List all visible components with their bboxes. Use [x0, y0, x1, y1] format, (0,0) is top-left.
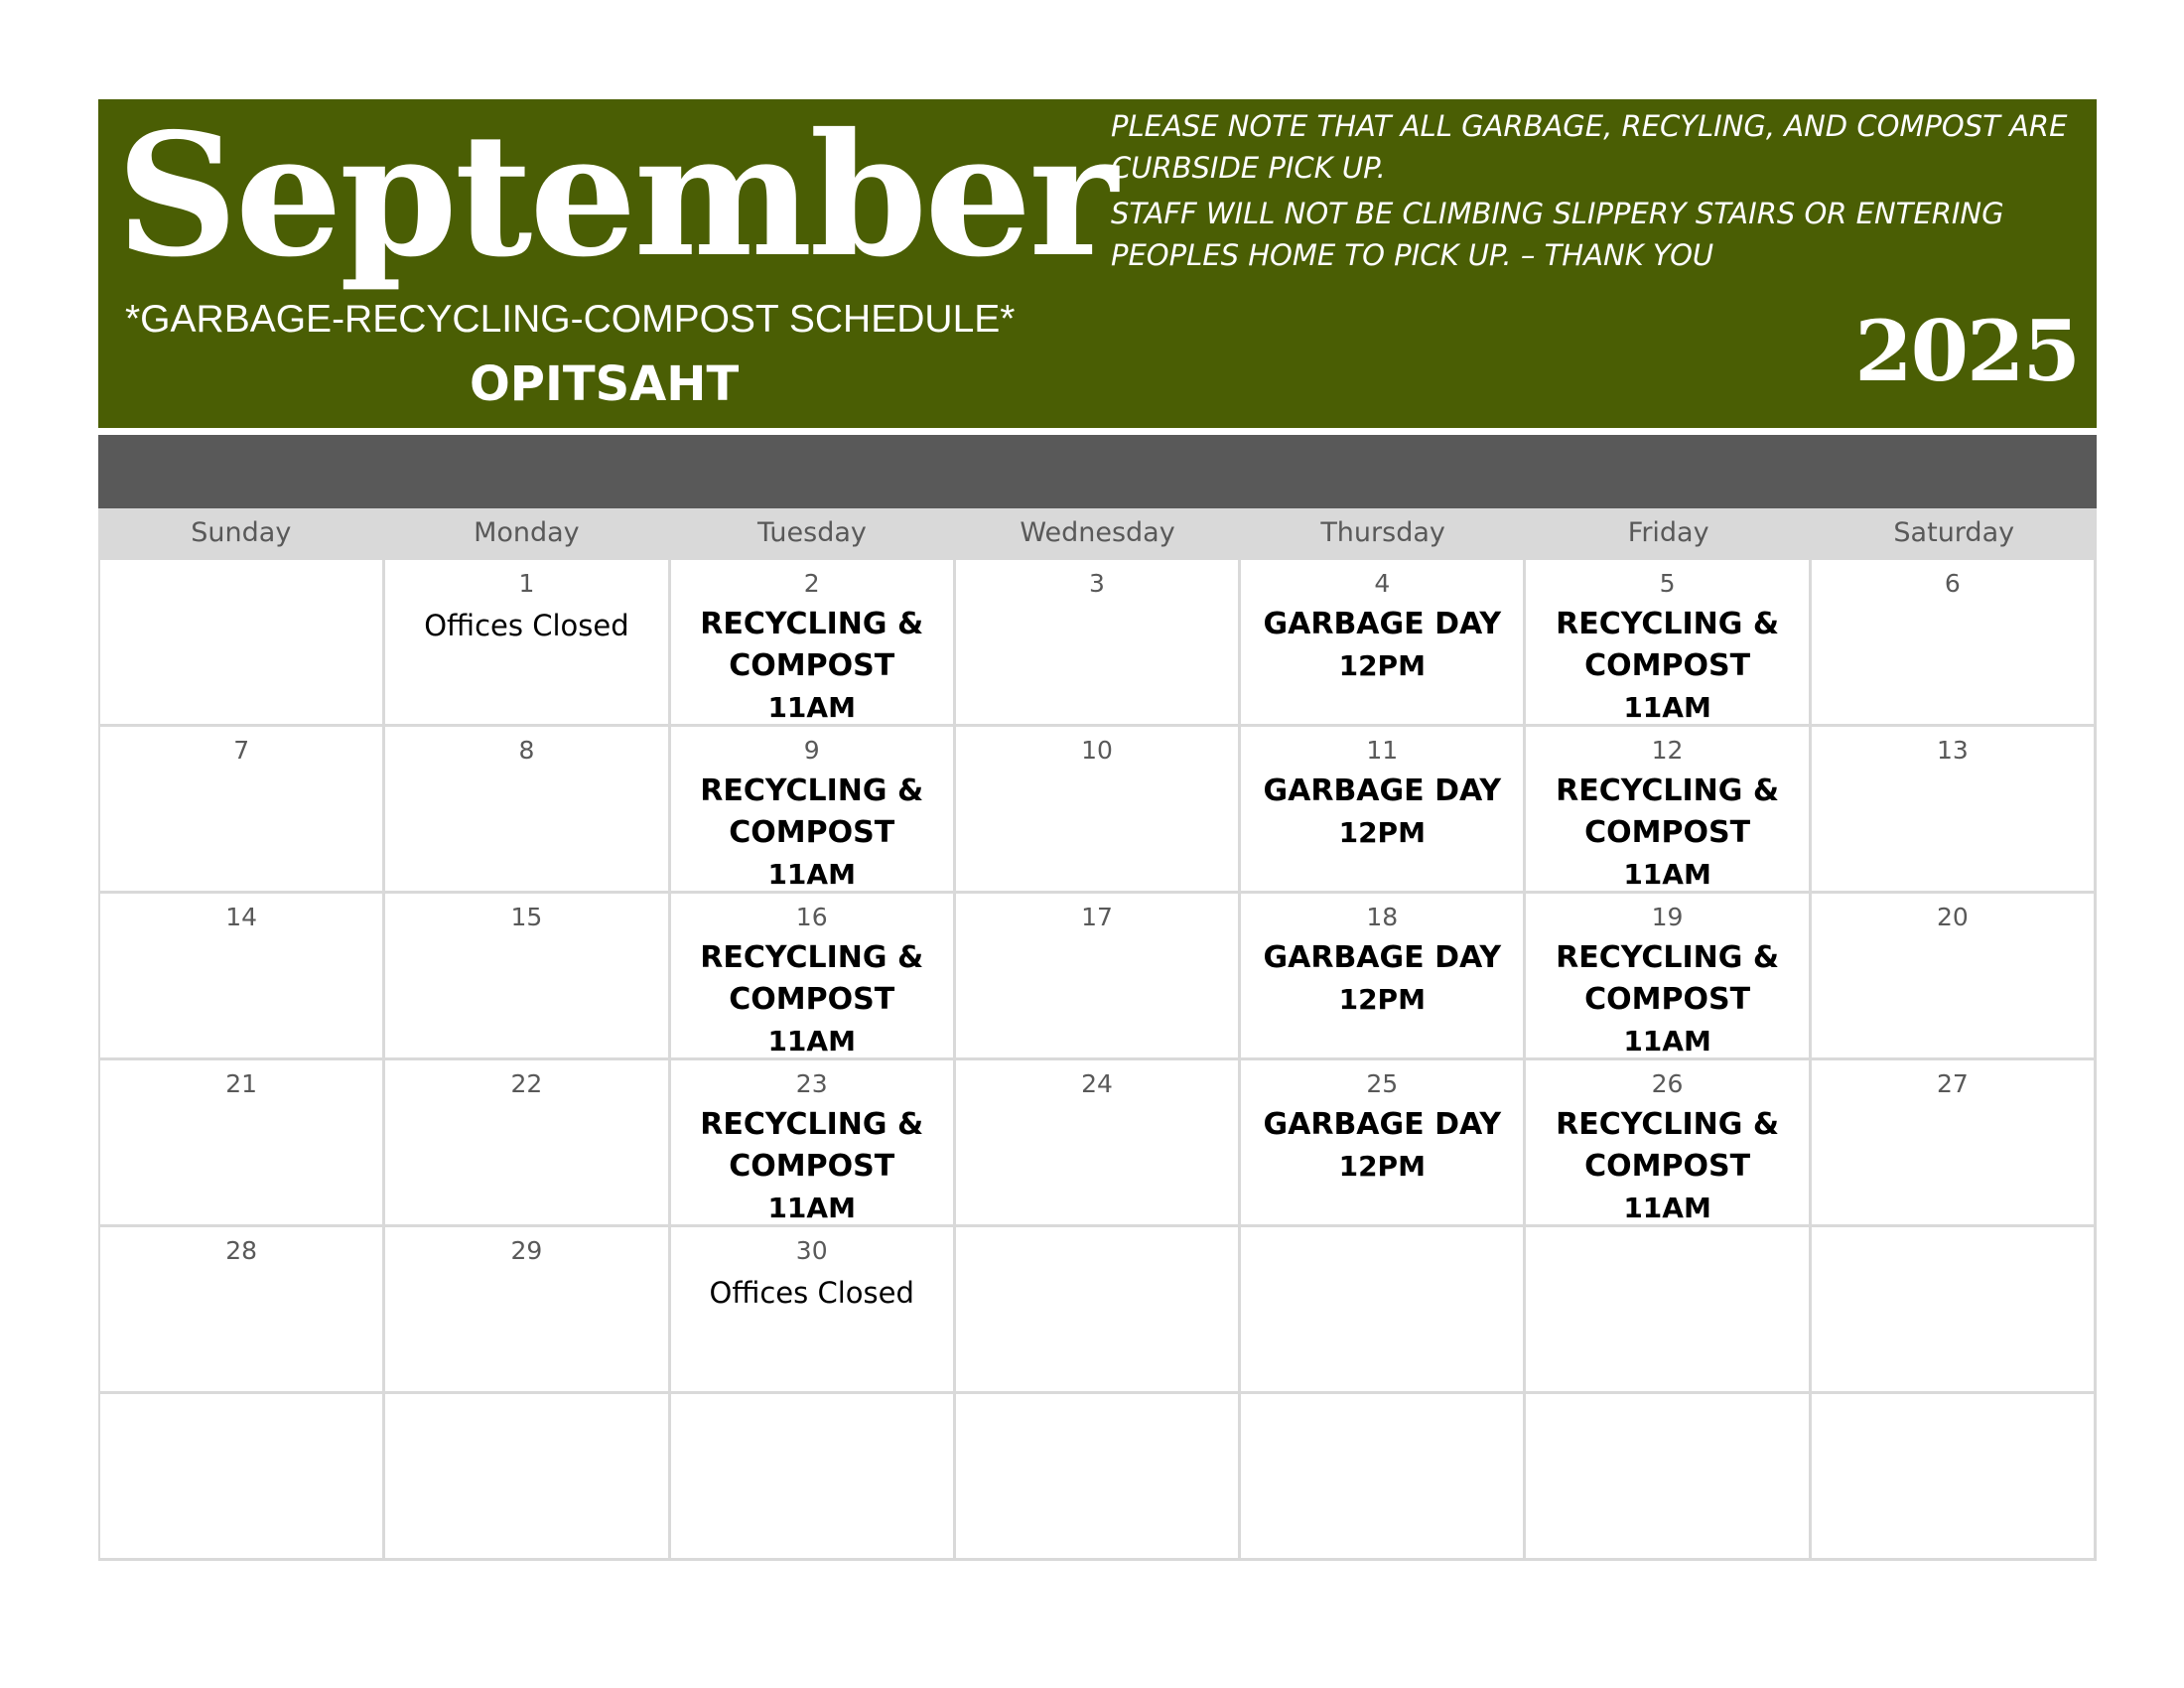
day-cell	[100, 894, 385, 1060]
weekday-saturday: Saturday	[1893, 517, 2015, 548]
date-number: 15	[510, 903, 543, 931]
date-number: 10	[1081, 736, 1113, 765]
date-number	[956, 1394, 1238, 1436]
date-number: 16	[795, 903, 828, 931]
day-cell	[1526, 1227, 1811, 1394]
event-label: GARBAGE DAY	[1263, 940, 1502, 975]
calendar-grid	[98, 558, 2097, 1561]
weekday-tuesday: Tuesday	[757, 517, 867, 548]
header-divider-bar	[98, 435, 2097, 508]
day-cell	[100, 560, 385, 727]
event-label: GARBAGE DAY	[1263, 1107, 1502, 1142]
day-cell	[1812, 727, 2097, 894]
date-number	[1241, 1227, 1523, 1269]
day-cell	[1526, 727, 1811, 894]
day-cell	[1812, 1227, 2097, 1394]
date-number: 21	[225, 1069, 258, 1098]
day-cell	[385, 560, 670, 727]
day-cell	[385, 894, 670, 1060]
day-cell	[671, 727, 956, 894]
month-title: September	[116, 96, 1115, 295]
pickup-notice	[1111, 105, 2084, 276]
day-cell	[1812, 894, 2097, 1060]
year-label: 2025	[1854, 302, 2079, 400]
weekday-header-row	[98, 508, 2097, 558]
day-cell	[671, 560, 956, 727]
day-cell	[1526, 1060, 1811, 1227]
date-number	[1812, 1227, 2094, 1269]
date-number: 28	[225, 1236, 258, 1265]
day-cell	[385, 727, 670, 894]
event-time: 11AM	[1623, 691, 1711, 724]
weekday-sunday: Sunday	[191, 517, 292, 548]
date-number	[1526, 1227, 1808, 1269]
date-number: 8	[518, 736, 535, 765]
event-time: 11AM	[767, 858, 856, 891]
day-cell	[1526, 894, 1811, 1060]
day-cell	[100, 1060, 385, 1227]
date-number: 25	[1366, 1069, 1399, 1098]
day-cell	[100, 1394, 385, 1561]
day-cell	[1241, 894, 1526, 1060]
day-cell	[1241, 560, 1526, 727]
day-cell	[671, 1227, 956, 1394]
header-banner	[98, 96, 2097, 428]
day-cell	[1241, 1227, 1526, 1394]
event-time: 11AM	[1623, 858, 1711, 891]
day-cell	[1526, 560, 1811, 727]
event-label: RECYCLING & COMPOST	[700, 1107, 924, 1184]
event-label: RECYCLING & COMPOST	[700, 940, 924, 1017]
notice-line-staff: STAFF WILL NOT BE CLIMBING SLIPPERY STAIRS OR ENTERING PEOPLES HOME TO PICK UP. – THANK YOU	[1111, 197, 2004, 272]
date-number: 18	[1366, 903, 1399, 931]
event-label: GARBAGE DAY	[1263, 607, 1502, 641]
day-cell	[956, 560, 1241, 727]
event-label: RECYCLING & COMPOST	[1556, 607, 1780, 683]
event-time: 12PM	[1338, 649, 1426, 682]
day-cell	[1241, 1060, 1526, 1227]
event-time: 11AM	[1623, 1192, 1711, 1224]
day-cell	[100, 727, 385, 894]
date-number: 19	[1651, 903, 1684, 931]
date-number: 7	[233, 736, 250, 765]
weekday-thursday: Thursday	[1320, 517, 1445, 548]
date-number	[385, 1394, 667, 1436]
day-cell	[671, 1394, 956, 1561]
day-cell	[956, 1227, 1241, 1394]
date-number	[671, 1394, 953, 1436]
day-cell	[385, 1060, 670, 1227]
day-cell	[956, 727, 1241, 894]
event-label: RECYCLING & COMPOST	[700, 607, 924, 683]
event-label: Offices Closed	[709, 1276, 914, 1310]
day-cell	[1812, 1394, 2097, 1561]
date-number: 1	[518, 569, 535, 598]
weekday-friday: Friday	[1627, 517, 1709, 548]
day-cell	[385, 1227, 670, 1394]
event-time: 12PM	[1338, 983, 1426, 1016]
weekday-wednesday: Wednesday	[1020, 517, 1175, 548]
date-number	[956, 1227, 1238, 1269]
date-number: 14	[225, 903, 258, 931]
event-time: 11AM	[1623, 1025, 1711, 1057]
event-label: GARBAGE DAY	[1263, 774, 1502, 808]
event-time: 12PM	[1338, 1150, 1426, 1183]
date-number	[1812, 1394, 2094, 1436]
date-number: 20	[1936, 903, 1969, 931]
day-cell	[1526, 1394, 1811, 1561]
day-cell	[956, 894, 1241, 1060]
event-label: RECYCLING & COMPOST	[700, 774, 924, 850]
date-number: 13	[1936, 736, 1969, 765]
day-cell	[1812, 560, 2097, 727]
date-number: 3	[1089, 569, 1105, 598]
notice-line-curbside: PLEASE NOTE THAT ALL GARBAGE, RECYLING, AND COMPOST ARE CURBSIDE PICK UP.	[1111, 109, 2068, 185]
date-number: 11	[1366, 736, 1399, 765]
date-number: 2	[803, 569, 820, 598]
date-number: 5	[1659, 569, 1676, 598]
date-number: 22	[510, 1069, 543, 1098]
date-number: 24	[1081, 1069, 1113, 1098]
date-number: 12	[1651, 736, 1684, 765]
day-cell	[956, 1060, 1241, 1227]
date-number	[100, 560, 382, 602]
date-number	[1526, 1394, 1808, 1436]
date-number	[1241, 1394, 1523, 1436]
event-label: RECYCLING & COMPOST	[1556, 1107, 1780, 1184]
date-number: 9	[803, 736, 820, 765]
date-number: 26	[1651, 1069, 1684, 1098]
day-cell	[1812, 1060, 2097, 1227]
event-label: Offices Closed	[424, 609, 629, 642]
date-number: 23	[795, 1069, 828, 1098]
day-cell	[956, 1394, 1241, 1561]
date-number: 17	[1081, 903, 1113, 931]
day-cell	[385, 1394, 670, 1561]
day-cell	[671, 894, 956, 1060]
day-cell	[1241, 727, 1526, 894]
event-time: 11AM	[767, 691, 856, 724]
weekday-monday: Monday	[474, 517, 580, 548]
location-name: OPITSAHT	[470, 356, 740, 412]
schedule-subtitle: *GARBAGE-RECYCLING-COMPOST SCHEDULE*	[125, 298, 1016, 341]
day-cell	[671, 1060, 956, 1227]
day-cell	[100, 1227, 385, 1394]
date-number: 29	[510, 1236, 543, 1265]
event-time: 11AM	[767, 1192, 856, 1224]
date-number: 27	[1936, 1069, 1969, 1098]
event-time: 11AM	[767, 1025, 856, 1057]
date-number: 4	[1374, 569, 1391, 598]
date-number: 30	[795, 1236, 828, 1265]
event-label: RECYCLING & COMPOST	[1556, 940, 1780, 1017]
day-cell	[1241, 1394, 1526, 1561]
date-number	[100, 1394, 382, 1436]
event-label: RECYCLING & COMPOST	[1556, 774, 1780, 850]
date-number: 6	[1944, 569, 1961, 598]
event-time: 12PM	[1338, 816, 1426, 849]
